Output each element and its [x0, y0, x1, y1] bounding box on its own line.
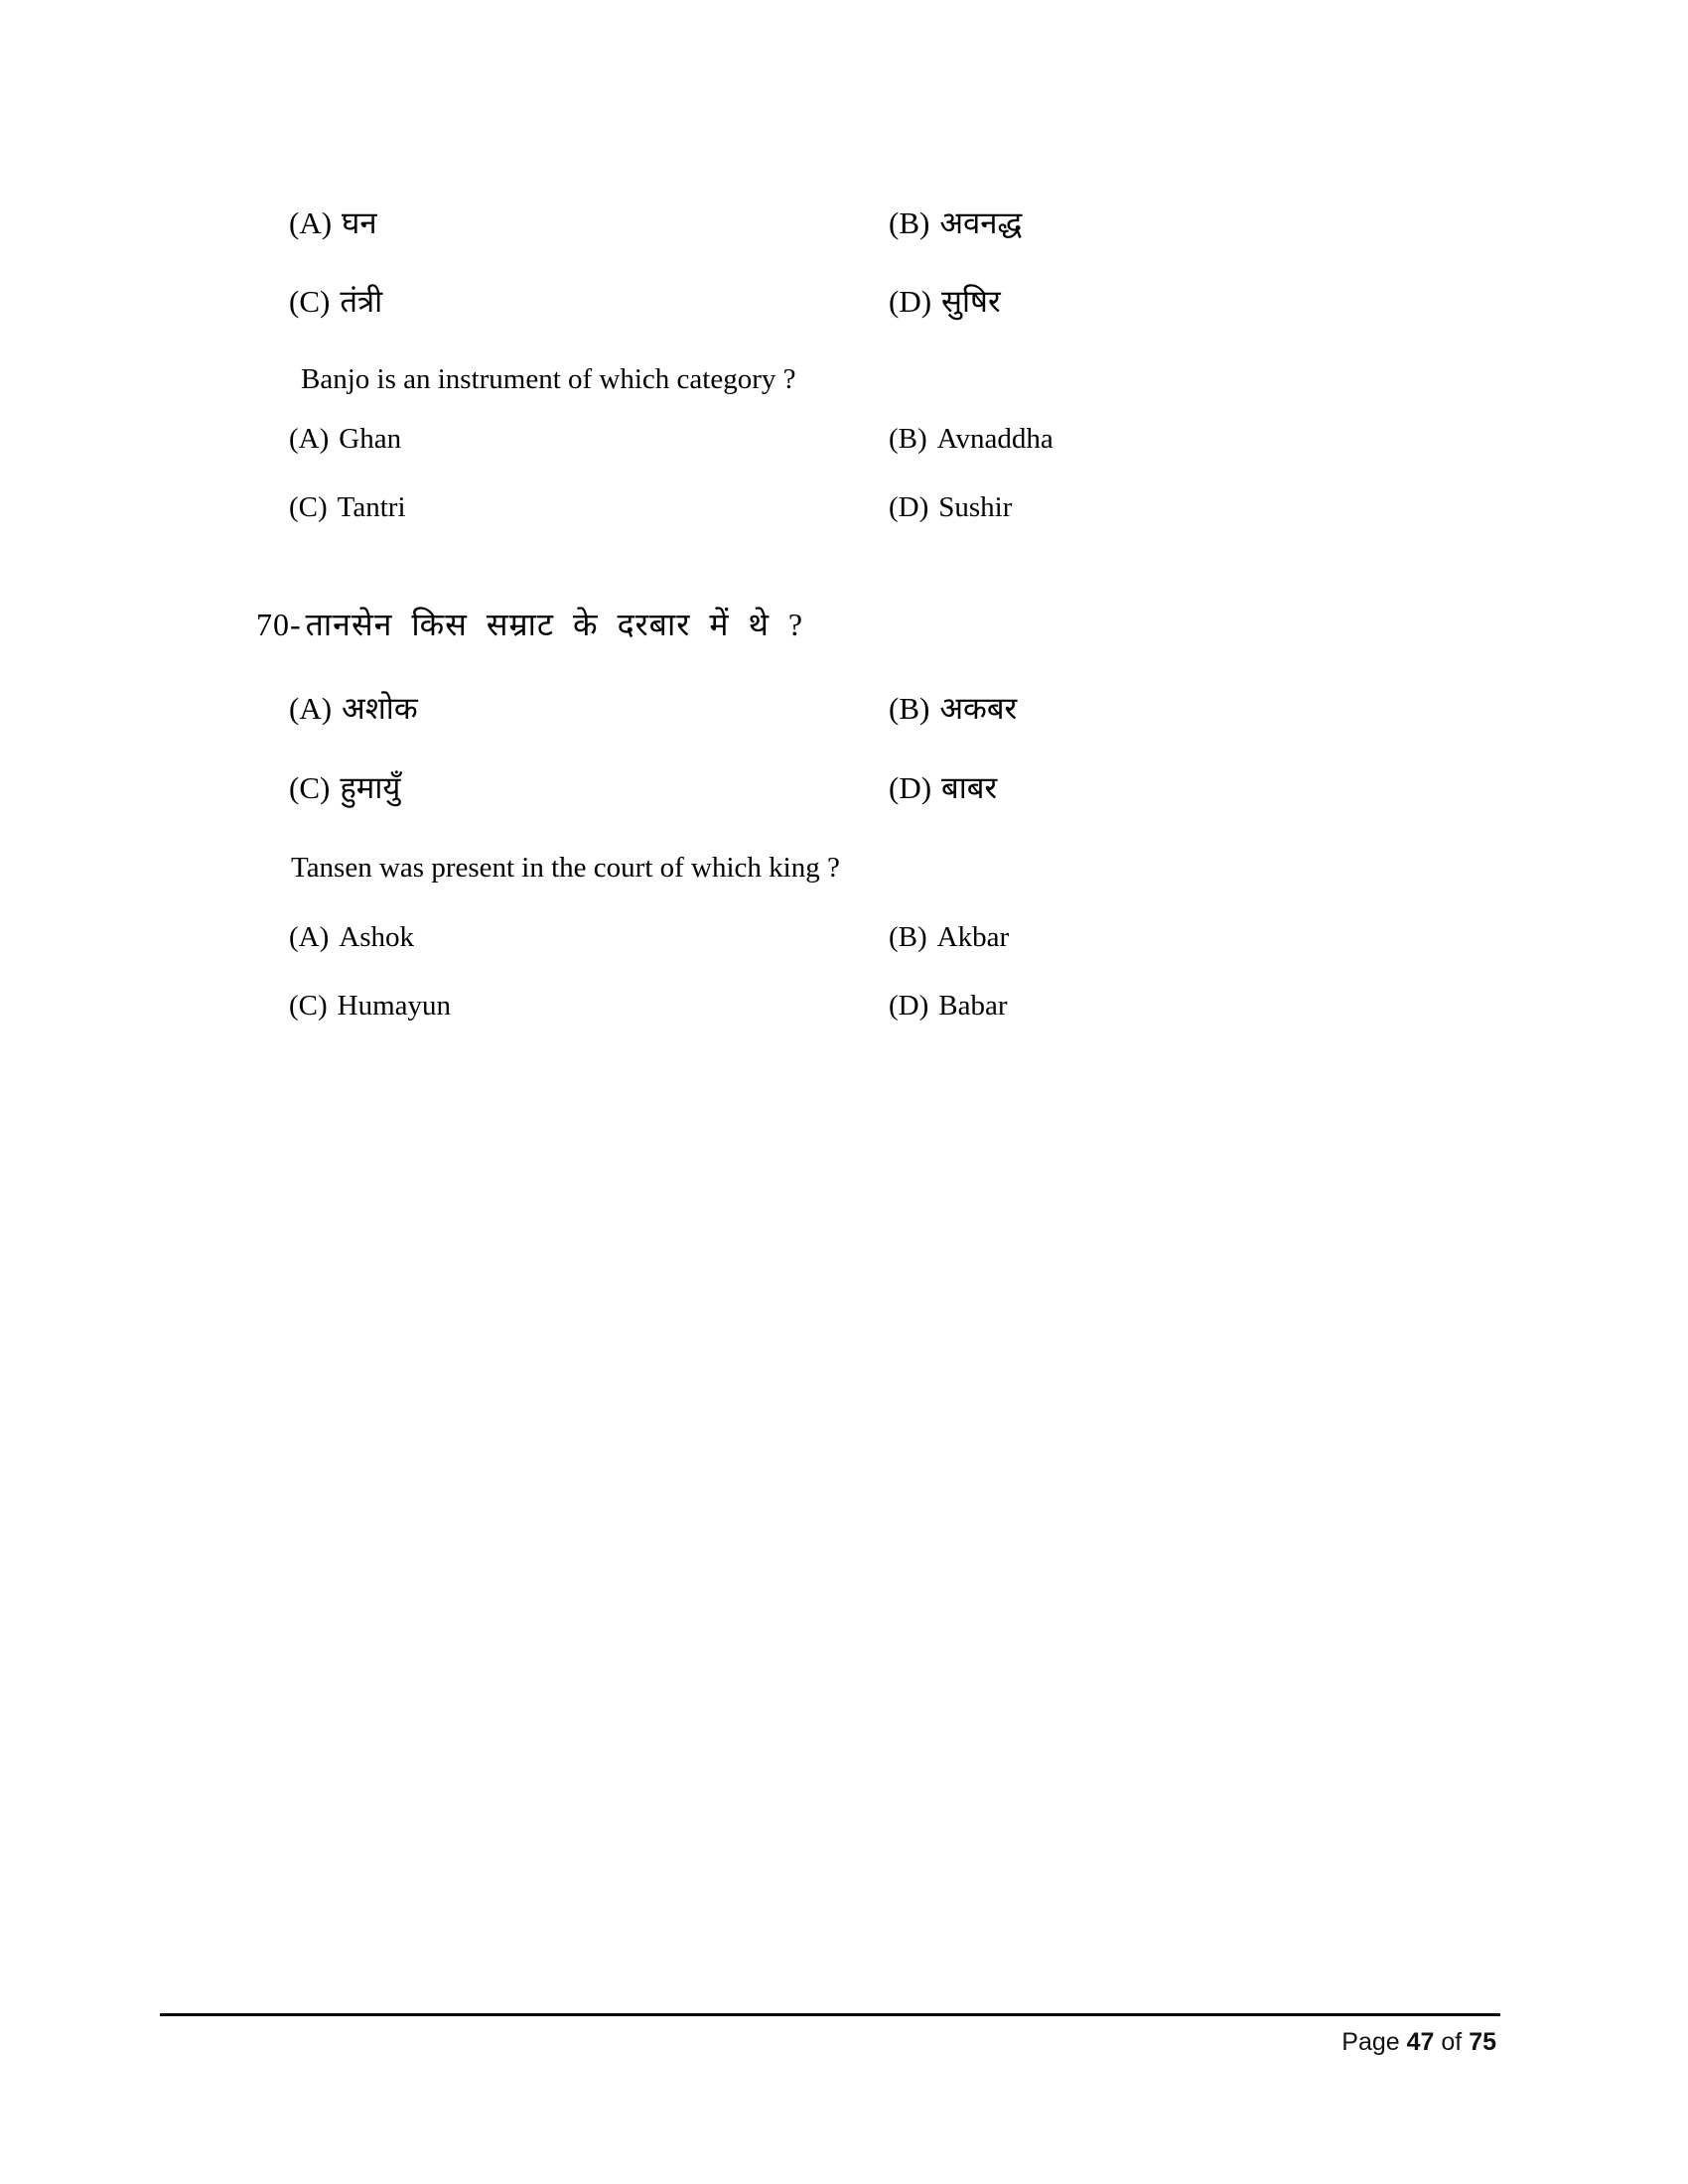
option-text: घन — [342, 205, 377, 240]
option-label: (C) — [289, 990, 328, 1022]
option-text: हुमायुँ — [340, 770, 401, 805]
option-label: (B) — [889, 921, 927, 953]
q69-hindi-option-c — [289, 285, 382, 319]
total-pages: 75 — [1469, 2028, 1496, 2056]
page-number — [1341, 2025, 1496, 2059]
option-label: (C) — [289, 284, 331, 319]
q70-english-option-b — [889, 920, 1009, 954]
option-text: Babar — [938, 990, 1008, 1022]
q69-hindi-option-b — [889, 206, 1022, 240]
option-label: (D) — [889, 491, 929, 523]
option-text: Ashok — [339, 921, 414, 953]
current-page: 47 — [1406, 2028, 1435, 2056]
q69-hindi-option-d — [889, 285, 1001, 319]
q69-english-question: Banjo is an instrument of which category ? — [301, 363, 796, 395]
option-text: अकबर — [939, 691, 1018, 726]
option-text: अवनद्ध — [939, 205, 1023, 240]
option-text: Tantri — [337, 491, 406, 523]
option-text: सुषिर — [941, 284, 1001, 319]
option-label: (D) — [889, 284, 932, 319]
option-label: (A) — [289, 205, 333, 240]
q69-english-option-b — [889, 422, 1054, 456]
option-text: Humayun — [337, 990, 452, 1022]
option-text: Akbar — [936, 921, 1010, 953]
option-label: (C) — [289, 491, 328, 523]
q70-english-question: Tansen was present in the court of which king ? — [291, 852, 840, 884]
option-text: तंत्री — [340, 284, 383, 319]
option-text: बाबर — [941, 770, 998, 805]
q70-hindi-option-a — [289, 692, 418, 726]
option-label: (A) — [289, 423, 330, 455]
option-label: (A) — [289, 691, 333, 726]
q70-english-option-c — [289, 989, 451, 1023]
option-label: (B) — [889, 691, 930, 726]
page-word: Page — [1341, 2028, 1400, 2056]
q70-hindi-option-d — [889, 771, 997, 805]
q69-english-option-c — [289, 490, 406, 524]
question-number: 70- — [256, 607, 302, 642]
q70-hindi-question — [256, 608, 803, 641]
option-label: (C) — [289, 770, 331, 805]
option-label: (A) — [289, 921, 330, 953]
option-label: (D) — [889, 770, 932, 805]
q69-hindi-option-a — [289, 206, 377, 240]
q70-english-option-d — [889, 989, 1008, 1023]
option-label: (D) — [889, 990, 929, 1022]
q69-english-option-a — [289, 422, 401, 456]
option-text: Avnaddha — [936, 423, 1054, 455]
option-text: Ghan — [339, 423, 402, 455]
footer-divider — [160, 2013, 1500, 2016]
option-label: (B) — [889, 423, 927, 455]
option-label: (B) — [889, 205, 930, 240]
question-text: तानसेन किस सम्राट के दरबार में थे ? — [305, 607, 804, 642]
q70-hindi-option-b — [889, 692, 1017, 726]
q69-english-option-d — [889, 490, 1012, 524]
q70-english-option-a — [289, 920, 414, 954]
option-text: अशोक — [342, 691, 418, 726]
of-word: of — [1441, 2028, 1463, 2056]
option-text: Sushir — [938, 491, 1013, 523]
q70-hindi-option-c — [289, 771, 400, 805]
